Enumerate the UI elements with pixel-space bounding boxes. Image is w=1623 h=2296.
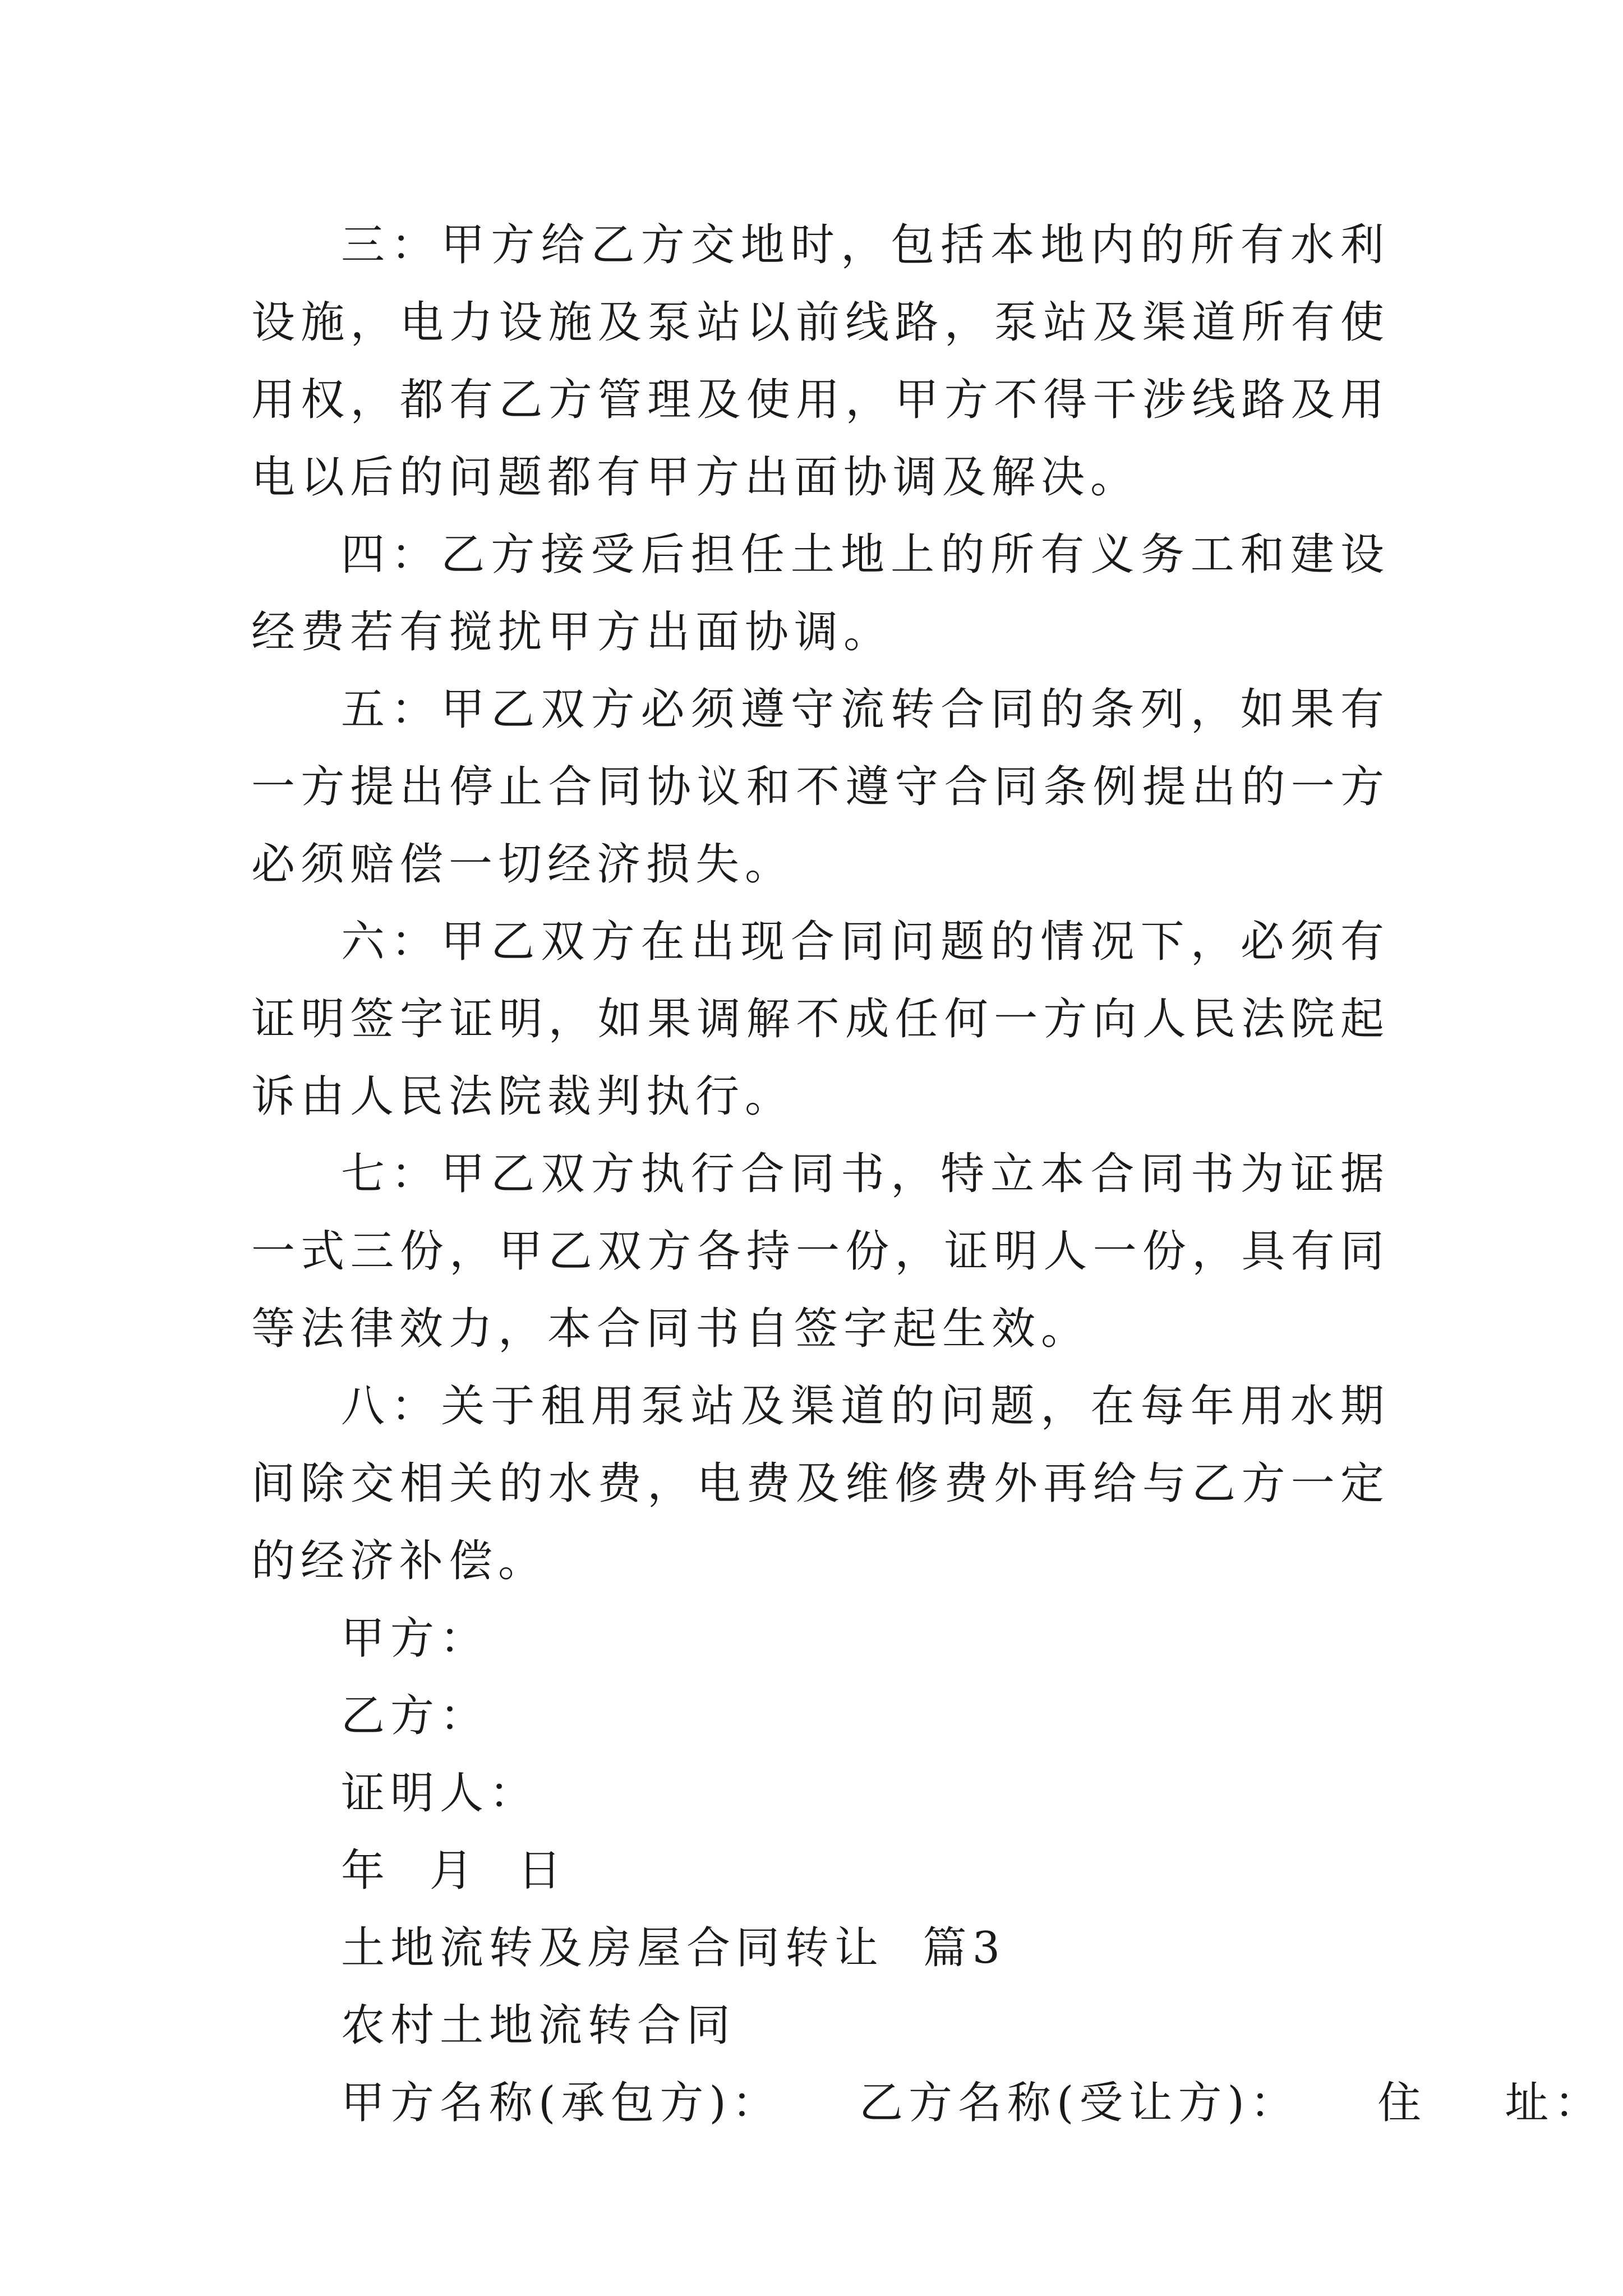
contract-title: 农村土地流转合同 xyxy=(341,2000,736,2051)
witness-signature: 证明人： xyxy=(341,1768,539,1819)
section-heading: 土地流转及房屋合同转让 篇3 xyxy=(341,1923,1006,1973)
party-b-signature: 乙方： xyxy=(341,1691,490,1741)
party-a-signature: 甲方： xyxy=(341,1613,490,1664)
clause-8: 八：关于租用泵站及渠道的问题，在每年用水期间除交相关的水费，电费及维修费外再给与乙方一定的经济补偿。 xyxy=(251,1381,1390,1586)
signature-date: 年 月 日 xyxy=(341,1846,568,1896)
clause-4: 四：乙方接受后担任土地上的所有义务工和建设经费若有搅扰甲方出面协调。 xyxy=(251,530,1390,657)
clause-5: 五：甲乙双方必须遵守流转合同的条列，如果有一方提出停止合同协议和不遵守合同条例提出的一方必须赔偿一切经济损失。 xyxy=(251,684,1390,890)
clause-6: 六：甲乙双方在出现合同问题的情况下，必须有证明签字证明，如果调解不成任何一方向人民法院起诉由人民法院裁判执行。 xyxy=(251,917,1390,1122)
clause-7: 七：甲乙双方执行合同书，特立本合同书为证据一式三份，甲乙双方各持一份，证明人一份，具有同等法律效力，本合同书自签字起生效。 xyxy=(251,1149,1390,1354)
document-body xyxy=(251,206,1604,2142)
clause-3: 三：甲方给乙方交地时，包括本地内的所有水利设施，电力设施及泵站以前线路，泵站及渠道所有使用权，都有乙方管理及使用，甲方不得干涉线路及用电以后的问题都有甲方出面协调及解决。 xyxy=(251,220,1390,503)
party-names-line: 甲方名称(承包方)： 乙方名称(受让方)： 住 址： xyxy=(341,2078,1604,2128)
